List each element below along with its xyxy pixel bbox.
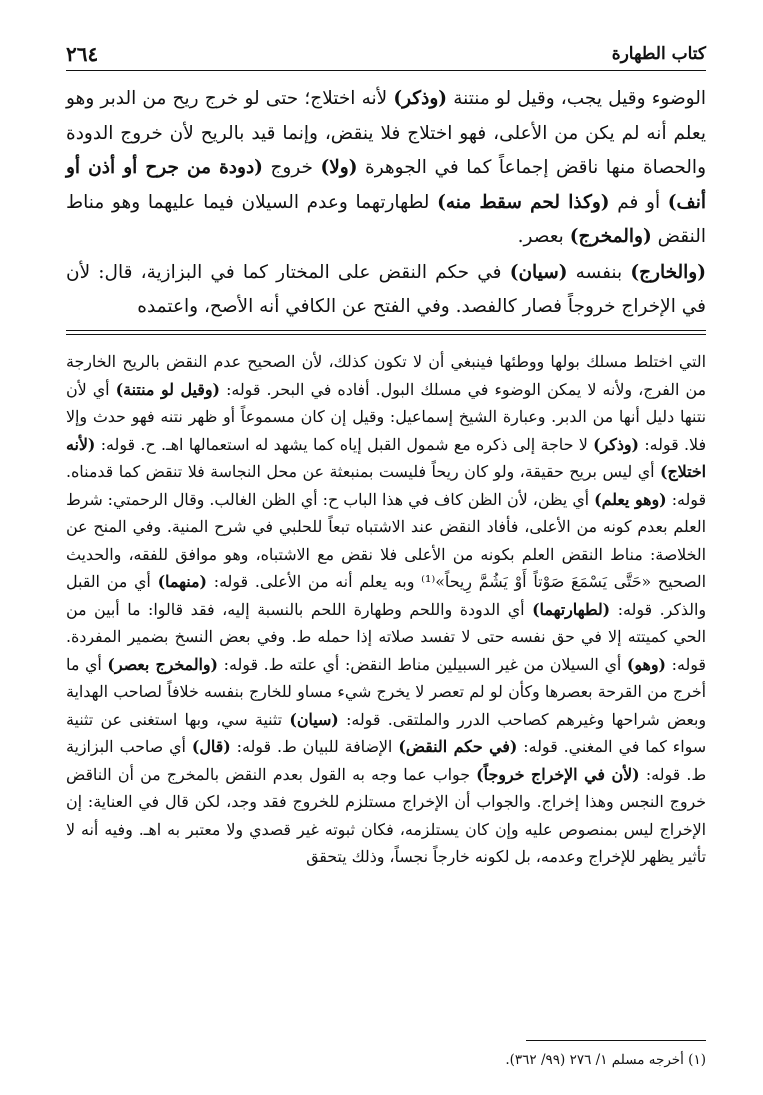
bold-quote: (وهو يعلم)	[594, 489, 667, 509]
page-number: ٢٦٤	[66, 42, 99, 66]
bold-quote: (لطهارتهما)	[532, 599, 611, 619]
matn-paragraph	[66, 256, 706, 325]
bold-quote: (في حكم النقض)	[398, 737, 518, 756]
text-run: أو فم	[609, 191, 668, 213]
bold-quote: (دودة من جرح أو أذن أو أنف)	[66, 157, 706, 213]
text-run: أي الدودة واللحم وطهارة اللحم بالنسبة إليه، فقد قالوا: ما أبين من الحي كميتته إلا في حق نفسه حتى لا تفسد صلاته إذا حمله ط. وفي بعض النسخ بضمير المفردة. قوله:	[66, 599, 706, 674]
text-run: أي لأن نتنها دليل أنها من الدبر. وعبارة الشيخ إسماعيل: وقيل إن كان مسموعاً أو ظهر نتنه فهو حدث وإلا فلا. قوله:	[66, 379, 707, 454]
bold-quote: (وذكر)	[393, 88, 448, 109]
text-run: التي اختلط مسلك بولها ووطئها فينبغي أن لا تكون كذلك، لأن الصحيح عدم النقض بالريح الخارجة من الفرج، ولأنه لا يمكن الوضوء في مسلك البول. أفاده في البحر. قوله:	[66, 352, 706, 399]
text-run: خروج	[262, 157, 321, 178]
bold-quote: (والخارج)	[630, 261, 706, 283]
text-run: بنفسه	[567, 261, 631, 283]
header-rule	[66, 70, 706, 71]
bold-quote: (وكذا لحم سقط منه)	[437, 191, 610, 213]
text-run: أي من القبل والذكر. قوله:	[66, 572, 706, 619]
bold-quote: (سيان)	[289, 709, 339, 729]
bold-quote: (لأن في الإخراج خروجاً)	[476, 764, 640, 784]
bold-quote: (وذكر)	[593, 434, 639, 454]
text-run: الوضوء وقيل يجب، وقيل لو منتنة	[447, 88, 706, 109]
text-run: في حكم النقض على المختار كما في البزازية، قال: لأن في الإخراج خروجاً فصار كالفصد. وفي الفتح عن الكافي أنه الأصح، واعتمده	[66, 261, 706, 317]
bold-quote: (قال)	[191, 737, 231, 756]
bold-quote: (لأنه اختلاج)	[66, 434, 706, 481]
text-run: الإضافة للبيان ط. قوله:	[230, 737, 399, 756]
bold-quote: (سيان)	[509, 261, 568, 283]
bold-quote: (والمخرج)	[569, 226, 652, 247]
footnote-rule	[526, 1040, 706, 1041]
commentary-paragraph	[66, 348, 706, 871]
text-run: أي ليس بريح حقيقة، ولو كان ريحاً فليست بمنبعثة عن محل النجاسة فلا تنقض كما قدمناه. قوله:	[66, 462, 707, 509]
commentary-text	[66, 348, 706, 871]
matn-text	[66, 82, 706, 325]
page-header	[66, 42, 706, 70]
text-run: تثنية سي، وبها استغنى عن تثنية سواء كما في المغني. قوله:	[66, 709, 706, 756]
bold-quote: (وهو)	[626, 654, 666, 674]
text-run: جواب عما وجه به القول بعدم النقض بالمخرج من أن الناقض خروج النجس وهذا إخراج. والجواب أن الإخراج مستلزم للخروج فقد وجد، لكن قال في العناية: إن الإخراج ليس بمنصوص عليه وإن كان يستلزمه، فكان ثبوته غير قصدي ولا معتبر به اهـ. وفيه أنه لا تأثير يظهر للإخراج وعدمه، بل لكونه خارجاً نجساً، وذلك يتحقق	[66, 764, 706, 866]
bold-quote: (منهما)	[157, 572, 207, 591]
matn-paragraph	[66, 82, 706, 255]
text-run: لطهارتهما وعدم السيلان فيما عليهما وهو مناط النقض	[66, 191, 706, 247]
bold-quote: (ولا)	[320, 157, 358, 178]
text-run: لا حاجة إلى ذكره مع شمول القبل إياه كما يشهد له استعمالها اهـ. ح. قوله:	[95, 434, 594, 454]
bold-quote: (وقيل لو منتنة)	[115, 379, 220, 399]
text-run: أي السيلان من غير السبيلين مناط النقض: أي علته ط. قوله:	[218, 654, 627, 674]
matn-separator-upper	[66, 330, 706, 331]
text-run: بعصر.	[517, 226, 570, 247]
chapter-title: كتاب الطهارة	[611, 44, 706, 64]
text-run: أي يظن، لأن الظن كاف في هذا الباب ح: أي الظن الغالب. وقال الرحمتي: شرط العلم بعدم كونه من الأعلى، فأفاد النقض عند الاشتباه تبعاً للحلبي في شرح المنية. وفي المنح عن الخلاصة: مناط النقض العلم بكونه من الأعلى فلا نقض مع الاشتباه، وهو موافق للفقه، والحديث الصحيح «حَتَّى يَسْمَعَ صَوْتاً أَوْ يَشُمَّ رِيحاً»⁽¹⁾ وبه يعلم أنه من الأعلى. قوله:	[66, 489, 706, 591]
text-run: أي صاحب البزازية ط. قوله:	[66, 737, 706, 784]
matn-separator-lower	[66, 334, 706, 335]
bold-quote: (والمخرج بعصر)	[107, 654, 218, 674]
footnote: (١) أخرجه مسلم ١/ ٢٧٦ (٩٩/ ٣٦٢).	[505, 1052, 706, 1068]
text-run: لأنه اختلاج؛ حتى لو خرج ريح من الدبر وهو يعلم أنه لم يكن من الأعلى، فهو اختلاج فلا ينقض، وإنما قيد بالريح لأن خروج الدودة والحصاة منها ناقض إجماعاً كما في الجوهرة	[66, 88, 707, 178]
text-run: أي ما أخرج من القرحة بعصرها وكأن لو لم تعصر لا يخرج شيء مساو للخارج بنفسه خلافاً لصاحب الهداية وبعض شراحها وغيرهم كصاحب الدرر والملتقى. قوله:	[66, 654, 706, 729]
